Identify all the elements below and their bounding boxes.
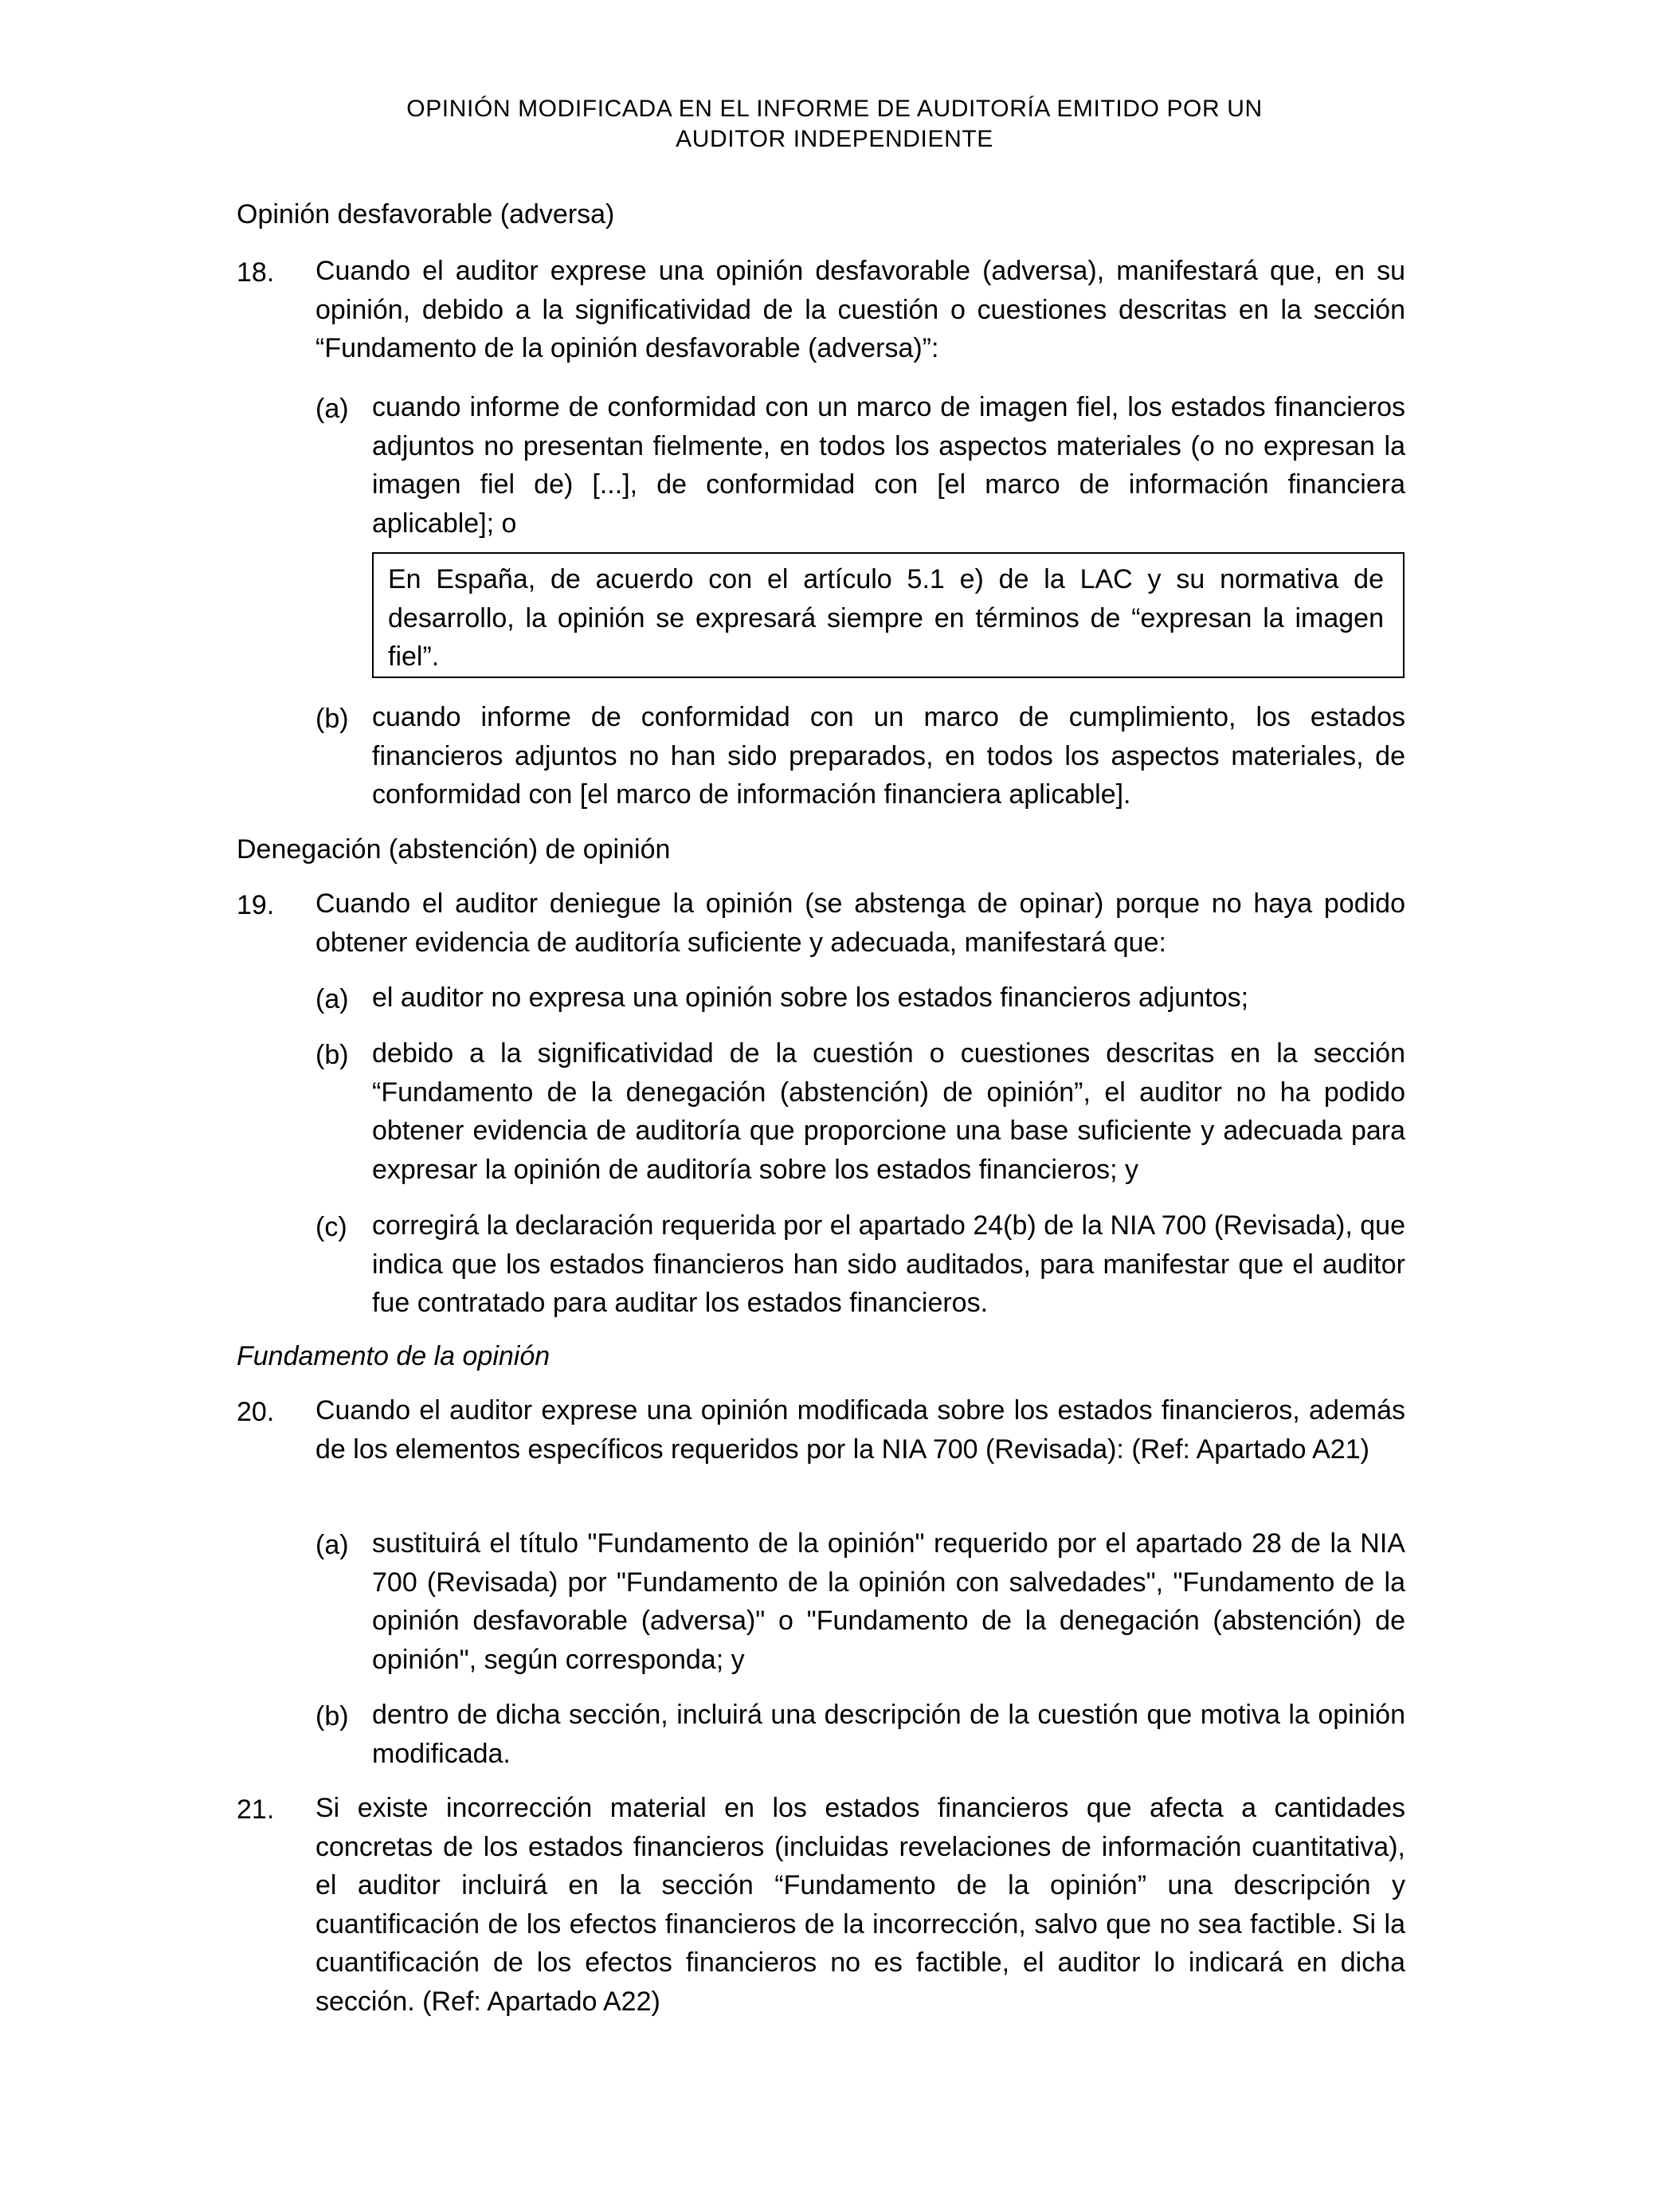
paragraph-20-text: Cuando el auditor exprese una opinión modificada sobre los estados financieros, además de los elementos específicos requeridos por la NIA 700 (Revisada): (Ref: Apartado A21) (315, 1395, 1405, 1465)
paragraph-number-18: 18. (237, 257, 275, 288)
spain-note-text: En España, de acuerdo con el artículo 5.1 e) de la LAC y su normativa de desarrollo, la opinión se expresará siempre en términos de “expresan la imagen fiel”. (388, 564, 1384, 672)
paragraph-19b-label: (b) (315, 1040, 349, 1070)
paragraph-20b-label: (b) (315, 1701, 349, 1732)
paragraph-19c-text: corregirá la declaración requerida por el apartado 24(b) de la NIA 700 (Revisada), que indica que los estados financieros han sido auditados, para manifestar que el auditor fue contratado para auditar los estados financieros. (372, 1210, 1405, 1318)
document-header-line-2: AUDITOR INDEPENDIENTE (676, 126, 993, 152)
paragraph-18-text: Cuando el auditor exprese una opinión desfavorable (adversa), manifestará que, en su opinión, debido a la significatividad de la cuestión o cuestiones descritas en la sección “Fundamento de la opinión desfavorable (adversa)”: (315, 256, 1405, 363)
paragraph-18a-text: cuando informe de conformidad con un marco de imagen fiel, los estados financieros adjuntos no presentan fielmente, en todos los aspectos materiales (o no expresan la imagen fiel de) [...], de conformidad con [el marco de información financiera aplicable]; o (372, 392, 1405, 539)
spain-note-box (372, 552, 1405, 678)
paragraph-20b-text: dentro de dicha sección, incluirá una descripción de la cuestión que motiva la opinión modificada. (372, 1700, 1405, 1769)
section-heading-adverse: Opinión desfavorable (adversa) (237, 199, 615, 229)
paragraph-20a-label: (a) (315, 1530, 349, 1560)
paragraph-20a-text: sustituirá el título "Fundamento de la opinión" requerido por el apartado 28 de la NIA 700 (Revisada) por "Fundamento de la opinión con salvedades", "Fundamento de la opinión desfavorable (adversa)" o "Fundamento de la denegación (abstención) de opinión", según corresponda; y (372, 1528, 1405, 1675)
paragraph-18a-label: (a) (315, 394, 349, 424)
document-header-line-1: OPINIÓN MODIFICADA EN EL INFORME DE AUDITORÍA EMITIDO POR UN (406, 96, 1263, 122)
paragraph-19b-text: debido a la significatividad de la cuestión o cuestiones descritas en la sección “Fundamento de la denegación (abstención) de opinión”, el auditor no ha podido obtener evidencia de auditoría que proporcione una base suficiente y adecuada para expresar la opinión de auditoría sobre los estados financieros; y (372, 1038, 1405, 1185)
paragraph-19a-label: (a) (315, 984, 349, 1014)
section-heading-basis: Fundamento de la opinión (237, 1341, 550, 1371)
paragraph-18b-text: cuando informe de conformidad con un marco de cumplimiento, los estados financieros adjuntos no han sido preparados, en todos los aspectos materiales, de conformidad con [el marco de información financiera aplicable]. (372, 702, 1405, 810)
paragraph-number-20: 20. (237, 1397, 275, 1427)
paragraph-19c-label: (c) (315, 1212, 347, 1242)
paragraph-18b-label: (b) (315, 704, 349, 734)
paragraph-19-text: Cuando el auditor deniegue la opinión (se abstenga de opinar) porque no haya podido obtener evidencia de auditoría suficiente y adecuada, manifestará que: (315, 888, 1405, 958)
paragraph-number-19: 19. (237, 890, 275, 920)
paragraph-21-text: Si existe incorrección material en los estados financieros que afecta a cantidades concretas de los estados financieros (incluidas revelaciones de información cuantitativa), el auditor incluirá en la sección “Fundamento de la opinión” una descripción y cuantificación de los efectos financieros de la incorrección, salvo que no sea factible. Si la cuantificación de los efectos financieros no es factible, el auditor lo indicará en dicha sección. (Ref: Apartado A22) (315, 1793, 1405, 2017)
paragraph-number-21: 21. (237, 1794, 275, 1825)
paragraph-19a-text: el auditor no expresa una opinión sobre los estados financieros adjuntos; (372, 982, 1249, 1013)
section-heading-disclaimer: Denegación (abstención) de opinión (237, 834, 671, 865)
